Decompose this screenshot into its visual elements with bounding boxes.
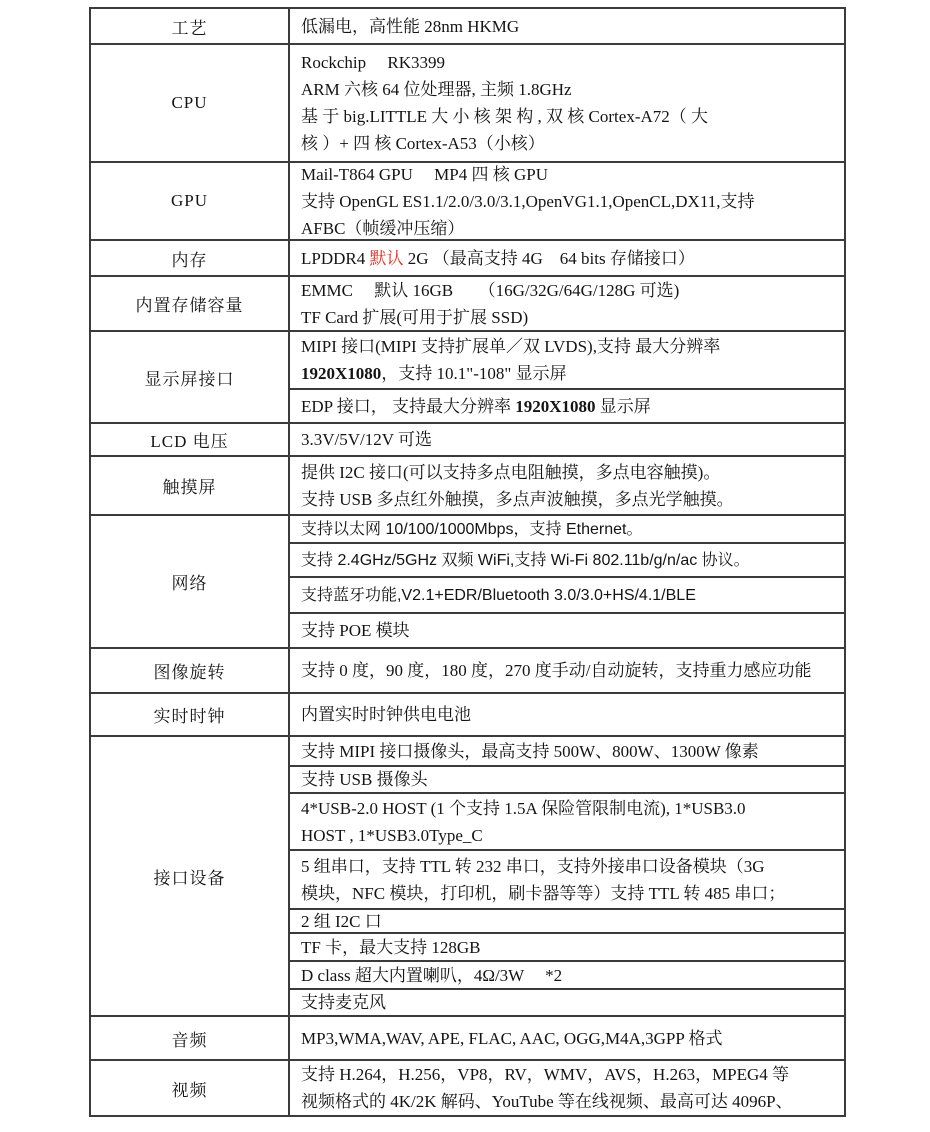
table-row [91, 455, 844, 514]
spec-cell [290, 388, 844, 422]
spec-text-line: 支持 2.4GHz/5GHz 双频 WiFi,支持 Wi-Fi 802.11b/g/n/ac 协议。 [301, 551, 750, 569]
spec-text-line: 视频格式的 4K/2K 解码、YouTube 等在线视频、最高可达 4096P、 [301, 1092, 793, 1111]
spec-text-line: 支持蓝牙功能,V2.1+EDR/Bluetooth 3.0/3.0+HS/4.1/BLE [301, 586, 696, 604]
table-row [91, 422, 844, 455]
spec-text-line: 支持 0 度，90 度，180 度，270 度手动/自动旋转，支持重力感应功能 [301, 661, 812, 680]
spec-text-line: D class 超大内置喇叭，4Ω/3W *2 [301, 965, 563, 985]
spec-text-line: 内置实时时钟供电电池 [301, 705, 471, 724]
row-label: 音频 [91, 1017, 290, 1059]
spec-text-line: 支持 H.264，H.256，VP8，RV，WMV，AVS，H.263，MPEG4 等 [301, 1065, 790, 1084]
spec-cell [290, 576, 844, 612]
table-row [91, 239, 844, 275]
spec-text-line [301, 360, 838, 387]
row-content [290, 241, 844, 275]
spec-cell [290, 694, 844, 735]
row-label: 内置存储容量 [91, 277, 290, 330]
text-segment: EDP 接口， 支持最大分辨率 [301, 396, 516, 416]
table-row [91, 43, 844, 161]
table-row [91, 735, 844, 1015]
spec-text-line: 2 组 I2C 口 [301, 911, 382, 931]
row-content [290, 277, 844, 330]
row-content [290, 424, 844, 455]
row-label: 图像旋转 [91, 649, 290, 692]
spec-cell [290, 932, 844, 960]
spec-cell [290, 737, 844, 765]
row-content [290, 694, 844, 735]
spec-cell [290, 45, 844, 161]
spec-text-line: 提供 I2C 接口(可以支持多点电阻触摸，多点电容触摸)。 [301, 462, 721, 482]
spec-table [89, 7, 846, 1117]
table-row [91, 647, 844, 692]
spec-text-line: EMMC 默认 16GB （16G/32G/64G/128G 可选) [301, 280, 680, 300]
row-label: CPU [91, 45, 290, 161]
row-content [290, 9, 844, 43]
spec-cell [290, 649, 844, 692]
row-content [290, 1017, 844, 1059]
text-segment: 显示屏 [595, 396, 651, 416]
table-row [91, 1059, 844, 1115]
spec-text-line: 基 于 big.LITTLE 大 小 核 架 构 , 双 核 Cortex-A72（ 大 [301, 107, 709, 126]
spec-text-line: 核 ）+ 四 核 Cortex-A53（小核） [301, 134, 545, 153]
table-row [91, 1015, 844, 1059]
row-content [290, 332, 844, 422]
spec-cell [290, 1017, 844, 1059]
spec-text-line: AFBC（帧缓冲压缩） [301, 218, 465, 238]
table-row [91, 161, 844, 239]
spec-text-line: 模块，NFC 模块，打印机，刷卡器等等）支持 TTL 转 485 串口； [301, 883, 786, 903]
spec-cell [290, 612, 844, 647]
row-label: LCD 电压 [91, 424, 290, 455]
spec-cell [290, 849, 844, 908]
text-segment: ，支持 10.1"-108" 显示屏 [381, 364, 567, 383]
table-row [91, 275, 844, 330]
spec-text-line: 4*USB-2.0 HOST (1 个支持 1.5A 保险管限制电流), 1*USB3.0 [301, 798, 746, 818]
spec-text-line: Mail-T864 GPU MP4 四 核 GPU [301, 164, 548, 184]
spec-text-line: MIPI 接口(MIPI 支持扩展单／双 LVDS),支持 最大分辨率 [301, 337, 721, 356]
spec-text-line: MP3,WMA,WAV, APE, FLAC, AAC, OGG,M4A,3GPP 格式 [301, 1028, 723, 1048]
row-label: 内存 [91, 241, 290, 275]
spec-text-line: 3.3V/5V/12V 可选 [301, 430, 432, 449]
spec-text-line: Rockchip RK3399 [301, 53, 446, 72]
spec-text-line: 支持麦克风 [301, 993, 386, 1012]
spec-cell [290, 332, 844, 388]
spec-cell [290, 792, 844, 849]
spec-cell [290, 516, 844, 542]
spec-text-line: TF Card 扩展(可用于扩展 SSD) [301, 307, 529, 327]
row-label: 触摸屏 [91, 457, 290, 514]
table-row [91, 330, 844, 422]
spec-cell [290, 9, 844, 43]
spec-text-line: 支持以太网 10/100/1000Mbps，支持 Ethernet。 [301, 520, 643, 538]
row-label: 接口设备 [91, 737, 290, 1015]
row-label: 显示屏接口 [91, 332, 290, 422]
row-content [290, 649, 844, 692]
spec-text-line: 低漏电，高性能 28nm HKMG [301, 16, 520, 36]
spec-text-line: 支持 OpenGL ES1.1/2.0/3.0/3.1,OpenVG1.1,OpenCL,DX11,支持 [301, 191, 755, 211]
spec-text-line: 支持 POE 模块 [301, 621, 410, 640]
row-label: GPU [91, 163, 290, 239]
spec-cell [290, 277, 844, 330]
spec-cell [290, 765, 844, 792]
spec-cell [290, 1061, 844, 1115]
spec-cell [290, 988, 844, 1015]
spec-text-line: ARM 六核 64 位处理器, 主频 1.8GHz [301, 80, 572, 99]
row-content [290, 737, 844, 1015]
row-content [290, 163, 844, 239]
row-content [290, 1061, 844, 1115]
spec-cell [290, 424, 844, 455]
row-content [290, 45, 844, 161]
text-segment: LPDDR4 [301, 248, 370, 268]
spec-text-line: 支持 USB 多点红外触摸，多点声波触摸，多点光学触摸。 [301, 489, 734, 509]
spec-text-line: HOST , 1*USB3.0Type_C [301, 825, 483, 845]
spec-cell [290, 960, 844, 988]
spec-text-line: 支持 USB 摄像头 [301, 770, 428, 789]
row-label: 实时时钟 [91, 694, 290, 735]
table-row [91, 692, 844, 735]
row-label: 视频 [91, 1061, 290, 1115]
row-label: 网络 [91, 516, 290, 647]
highlighted-text: 默认 [369, 248, 404, 268]
table-row [91, 514, 844, 647]
bold-text: 1920X1080 [515, 396, 596, 416]
spec-text-line: TF 卡，最大支持 128GB [301, 937, 481, 957]
bold-text: 1920X1080 [301, 364, 382, 383]
spec-cell [290, 908, 844, 932]
row-content [290, 457, 844, 514]
spec-text-line [301, 245, 838, 272]
spec-text-line: 5 组串口，支持 TTL 转 232 串口，支持外接串口设备模块（3G [301, 856, 765, 876]
table-row [91, 9, 844, 43]
text-segment: 2G （最高支持 4G 64 bits 存储接口） [403, 248, 695, 268]
spec-text-line [301, 393, 838, 420]
spec-text-line: 支持 MIPI 接口摄像头，最高支持 500W、800W、1300W 像素 [301, 741, 759, 761]
spec-cell [290, 163, 844, 239]
spec-cell [290, 542, 844, 576]
spec-cell [290, 241, 844, 275]
row-content [290, 516, 844, 647]
row-label: 工艺 [91, 9, 290, 43]
spec-cell [290, 457, 844, 514]
